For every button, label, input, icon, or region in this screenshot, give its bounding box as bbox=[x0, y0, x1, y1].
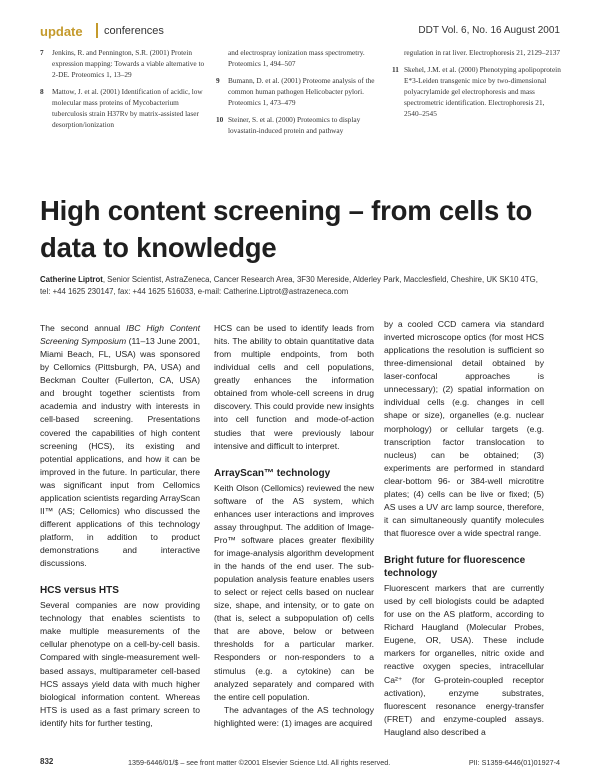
author-contact: tel: +44 1625 230147, fax: +44 1625 516033, e-mail: Catherine.Liptrot@astrazeneca.com bbox=[40, 287, 349, 297]
author-name: Catherine Liptrot bbox=[40, 275, 103, 284]
reference-number: 11 bbox=[392, 64, 399, 74]
advantages-paragraph: The advantages of the AS technology highlighted were: (1) images are acquired bbox=[214, 704, 374, 728]
symposium-name: IBC High Content Screening Symposium bbox=[40, 323, 201, 347]
body-column-3 bbox=[384, 318, 544, 739]
reference-item bbox=[216, 76, 386, 109]
running-header bbox=[40, 24, 560, 40]
journal-issue: DDT Vol. 6, No. 16 August 2001 bbox=[418, 25, 560, 36]
pii-identifier: PII: S1359-6446(01)01927-4 bbox=[468, 758, 560, 767]
intro-paragraph bbox=[40, 322, 200, 570]
reference-text: Steiner, S. et al. (2000) Proteomics to display lovastatin-induced protein and pathway bbox=[228, 114, 361, 135]
reference-column-3 bbox=[392, 48, 562, 126]
article-title: High content screening – from cells to data to knowledge bbox=[40, 195, 533, 264]
reference-column-2 bbox=[216, 48, 386, 143]
reference-number: 7 bbox=[40, 48, 44, 57]
heading-hcs-vs-hts: HCS versus HTS bbox=[40, 585, 119, 597]
arrayscan-paragraph: Keith Olson (Cellomics) reviewed the new software of the AS system, which enhances user interactions and improves assay throughput. The addition of Image-Pro™ software places greater flexibility for image-analysis algorithm development in the hands of the end user. The sub-population analysis feature enables users to select or reject cells based on nuclear size, shape, and intensity, or to gate on (that is, select a subpopulation of) cells that are above, below or between thresholds for a particular marker. Responders or non-responders to a stimulus (e.g. a cytokine) can be analyzed separately and compared with the entire cell population. bbox=[214, 482, 374, 702]
reference-item bbox=[216, 48, 386, 70]
reference-text: Skehel, J.M. et al. (2000) Phenotyping apolipoprotein E*3-Leiden transgenic mice by two-dimensional polyacrylamide gel electrophoresis and mass spectrometric identification. Electrophoresis 21, 2540–2545 bbox=[404, 64, 561, 118]
advantages-continued-paragraph: by a cooled CCD camera via standard inverted microscope optics (for most HCS applications the resolution is sufficient so three-dimensional detail obtained by laser-confocal approaches is unnecessary); (2) spatial information on individual cells (e.g. changes in cell shape or size), organelles (e.g. nuclear morphology) or cellular targets (e.g. transcription factor translocation to nucleus) can be obtained; (3) experiments are performed in standard clear-bottom 96- or 384-well microtitre plates; (4) cells can be live or fixed; (5) AS uses a UV arc lamp source, therefore, it can simultaneously quantify molecules that fluoresce over a wide spectral range. bbox=[384, 319, 544, 538]
reference-number: 9 bbox=[216, 75, 220, 85]
section-label: update bbox=[40, 24, 83, 39]
reference-item bbox=[392, 48, 562, 59]
copyright-notice: 1359-6446/01/$ – see front matter ©2001 Elsevier Science Ltd. All rights reserved. bbox=[128, 758, 391, 767]
heading-arrayscan: ArrayScan™ technology bbox=[214, 467, 331, 479]
heading-fluorescence: Bright future for fluorescence technology bbox=[384, 555, 526, 580]
subsection-label: conferences bbox=[104, 25, 164, 37]
body-column-2 bbox=[214, 322, 374, 730]
reference-text: regulation in rat liver. Electrophoresis 21, 2129–2137 bbox=[404, 48, 561, 57]
reference-item bbox=[392, 65, 562, 120]
page-number: 832 bbox=[40, 757, 54, 766]
author-info bbox=[40, 274, 565, 299]
reference-column-1 bbox=[40, 48, 210, 137]
reference-text: Bumann, D. et al. (2001) Proteome analysis of the common human pathogen Helicobacter pylori. Proteomics 1, 473–479 bbox=[228, 75, 375, 107]
body-column-1 bbox=[40, 322, 200, 730]
reference-number: 8 bbox=[40, 86, 44, 96]
hcs-paragraph: Several companies are now providing technology that enables scientists to make multiple measurements of the cellular phenotype on a cell-by-cell basis. Compared with single-measurement well-based assays, multiparameter cell-based HCS assays yield data with much higher biological information content. Whereas HTS is used as a fast primary screen to identify hits for further testing, bbox=[40, 600, 200, 728]
fluorescence-paragraph: Fluorescent markers that are currently used by cell biologists could be adapted for use on the AS platform, according to Richard Haugland (Molecular Probes, Eugene, OR, USA). These include markers for organelles, nitric oxide and reactive oxygen species, intracellular Ca²⁺ (for G-protein-coupled receptor activation), enzyme substrates, fluorescent resonance energy-transfer (FRET) and enzyme-coupled assays. Haugland also described a bbox=[384, 583, 544, 737]
reference-number: 10 bbox=[216, 114, 224, 124]
reference-item bbox=[216, 115, 386, 137]
header-divider bbox=[96, 23, 98, 38]
reference-item bbox=[40, 87, 210, 131]
reference-text: Mattow, J. et al. (2001) Identification of acidic, low molecular mass proteins of Mycobacterium tuberculosis strain H37Rv by matrix-assisted laser desorption/ionization bbox=[52, 86, 203, 129]
reference-text: and electrospray ionization mass spectrometry. Proteomics 1, 494–507 bbox=[228, 48, 365, 68]
author-affiliation: , Senior Scientist, AstraZeneca, Cancer Research Area, 3F30 Mereside, Alderley Park, Macclesfield, Cheshire, UK SK10 4TG, bbox=[102, 275, 538, 284]
reference-text: Jenkins, R. and Pennington, S.R. (2001) Protein expression mapping: Towards a viable alternative to 2-DE. Proteomics 1, 13–29 bbox=[52, 48, 205, 79]
page-footer bbox=[40, 757, 560, 769]
intro-text-start: The second annual bbox=[40, 323, 127, 333]
reference-item bbox=[40, 48, 210, 81]
hcs-continued-paragraph: HCS can be used to identify leads from hits. The ability to obtain quantitative data from multiple endpoints, from both individual cells and cell populations, greatly enhances the information obtained from whole-cell screens in drug discovery. This could provide new insights into cell function and mode-of-action studies that were previously labour intensive and difficult to interpret. bbox=[214, 323, 374, 451]
intro-text-rest: (11–13 June 2001, Miami Beach, FL, USA) was sponsored by Cellomics (Pittsburgh, PA, USA) and Beckman Coulter (Fullerton, CA, USA) and brought together scientists from academia and industry with interests in cell-based screening. Presentations covered the capabilities of high content screening (HCS), its existing and potential applications, and how it can be improved in the future. In particular, there was significant input from Cellomics application scientists regarding ArrayScan II™ (AS; Cellomics) who discussed the different applications of this technology platform, in addition to product demonstrations and interactive discussions. bbox=[40, 336, 200, 569]
